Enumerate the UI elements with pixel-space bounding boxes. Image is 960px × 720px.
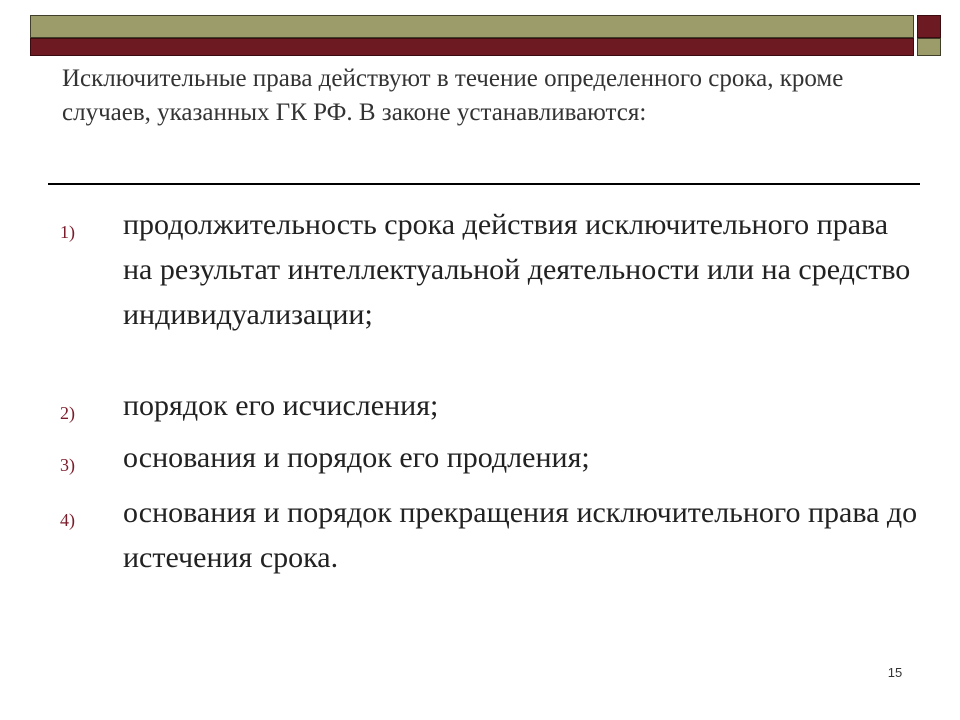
list-item-number: 3): [60, 455, 75, 475]
list-item-text: основания и порядок прекращения исключительного права до истечения срока.: [123, 496, 918, 574]
list-item-number: 2): [60, 403, 75, 423]
title-divider: [48, 183, 920, 185]
header-maroon-square: [917, 15, 941, 38]
page-number: 15: [887, 665, 903, 680]
list-item-number: 1): [60, 222, 75, 242]
header-olive-bar: [30, 15, 914, 38]
list-item-text: основания и порядок его продления;: [123, 441, 590, 474]
header-olive-square: [917, 38, 941, 56]
list-item-text: порядок его исчисления;: [123, 389, 439, 422]
slide-title: Исключительные права действуют в течение определенного срока, кроме случаев, указанных ГК РФ. В законе устанавливаются:: [62, 65, 844, 126]
header-maroon-bar: [30, 38, 914, 56]
list-item-text: продолжительность срока действия исключительного права на результат интеллектуальной деятельности или на средство индивидуализации;: [123, 208, 911, 331]
list-item-number: 4): [60, 510, 75, 530]
